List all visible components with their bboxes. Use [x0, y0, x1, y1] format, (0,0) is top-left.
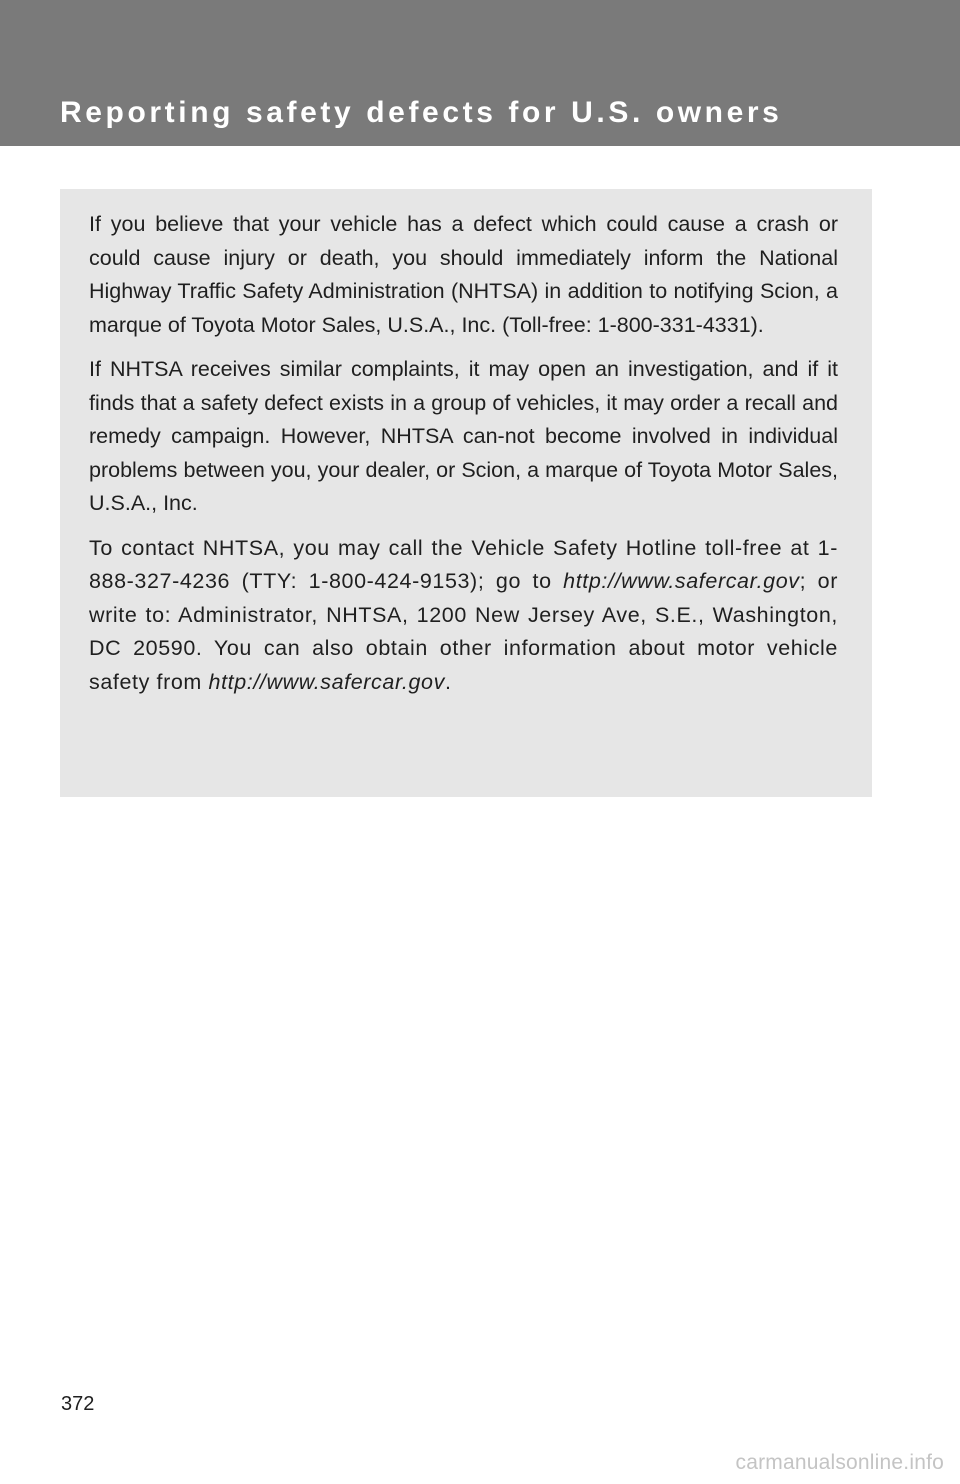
paragraph-nhtsa-investigation: If NHTSA receives similar complaints, it may open an investigation, and if it finds that a safety defect exists in a group of vehicles, it may order a recall and remedy campaign. However, NHTSA can-not become involved in individual problems between you, your dealer, or Scion, a marque of Toyota Motor Sales, U.S.A., Inc. — [89, 357, 838, 515]
paragraph-defect-report: If you believe that your vehicle has a defect which could cause a crash or could cause injury or death, you should immediately inform the National Highway Traffic Safety Administration (NHTSA) in addition to notifying Scion, a marque of Toyota Motor Sales, U.S.A., Inc. (Toll-free: 1-800-331-4331). — [89, 212, 838, 337]
contact-text-end: . — [444, 669, 452, 694]
paragraph-contact-nhtsa — [89, 532, 838, 700]
contact-text-start: To contact NHTSA, you may call the Vehicle Safety Hotline toll-free at 1-888-327-4236 (TTY: 1-800-424-9153); go to — [89, 535, 838, 593]
page-number: 372 — [61, 1393, 95, 1415]
watermark: carmanualsonline.info — [735, 1451, 944, 1474]
safercar-link-2[interactable]: http://www.safercar.gov — [208, 669, 445, 694]
info-box — [60, 189, 872, 797]
header-band — [0, 0, 960, 146]
page-title: Reporting safety defects for U.S. owners — [60, 96, 783, 129]
safercar-link-1[interactable]: http://www.safercar.gov — [563, 569, 800, 593]
contact-text-middle: ; or write to: Administrator, NHTSA, 1200 New Jersey Ave, S.E., Washington, DC 20590. You can also obtain other information about motor vehicle safety from — [89, 569, 839, 694]
